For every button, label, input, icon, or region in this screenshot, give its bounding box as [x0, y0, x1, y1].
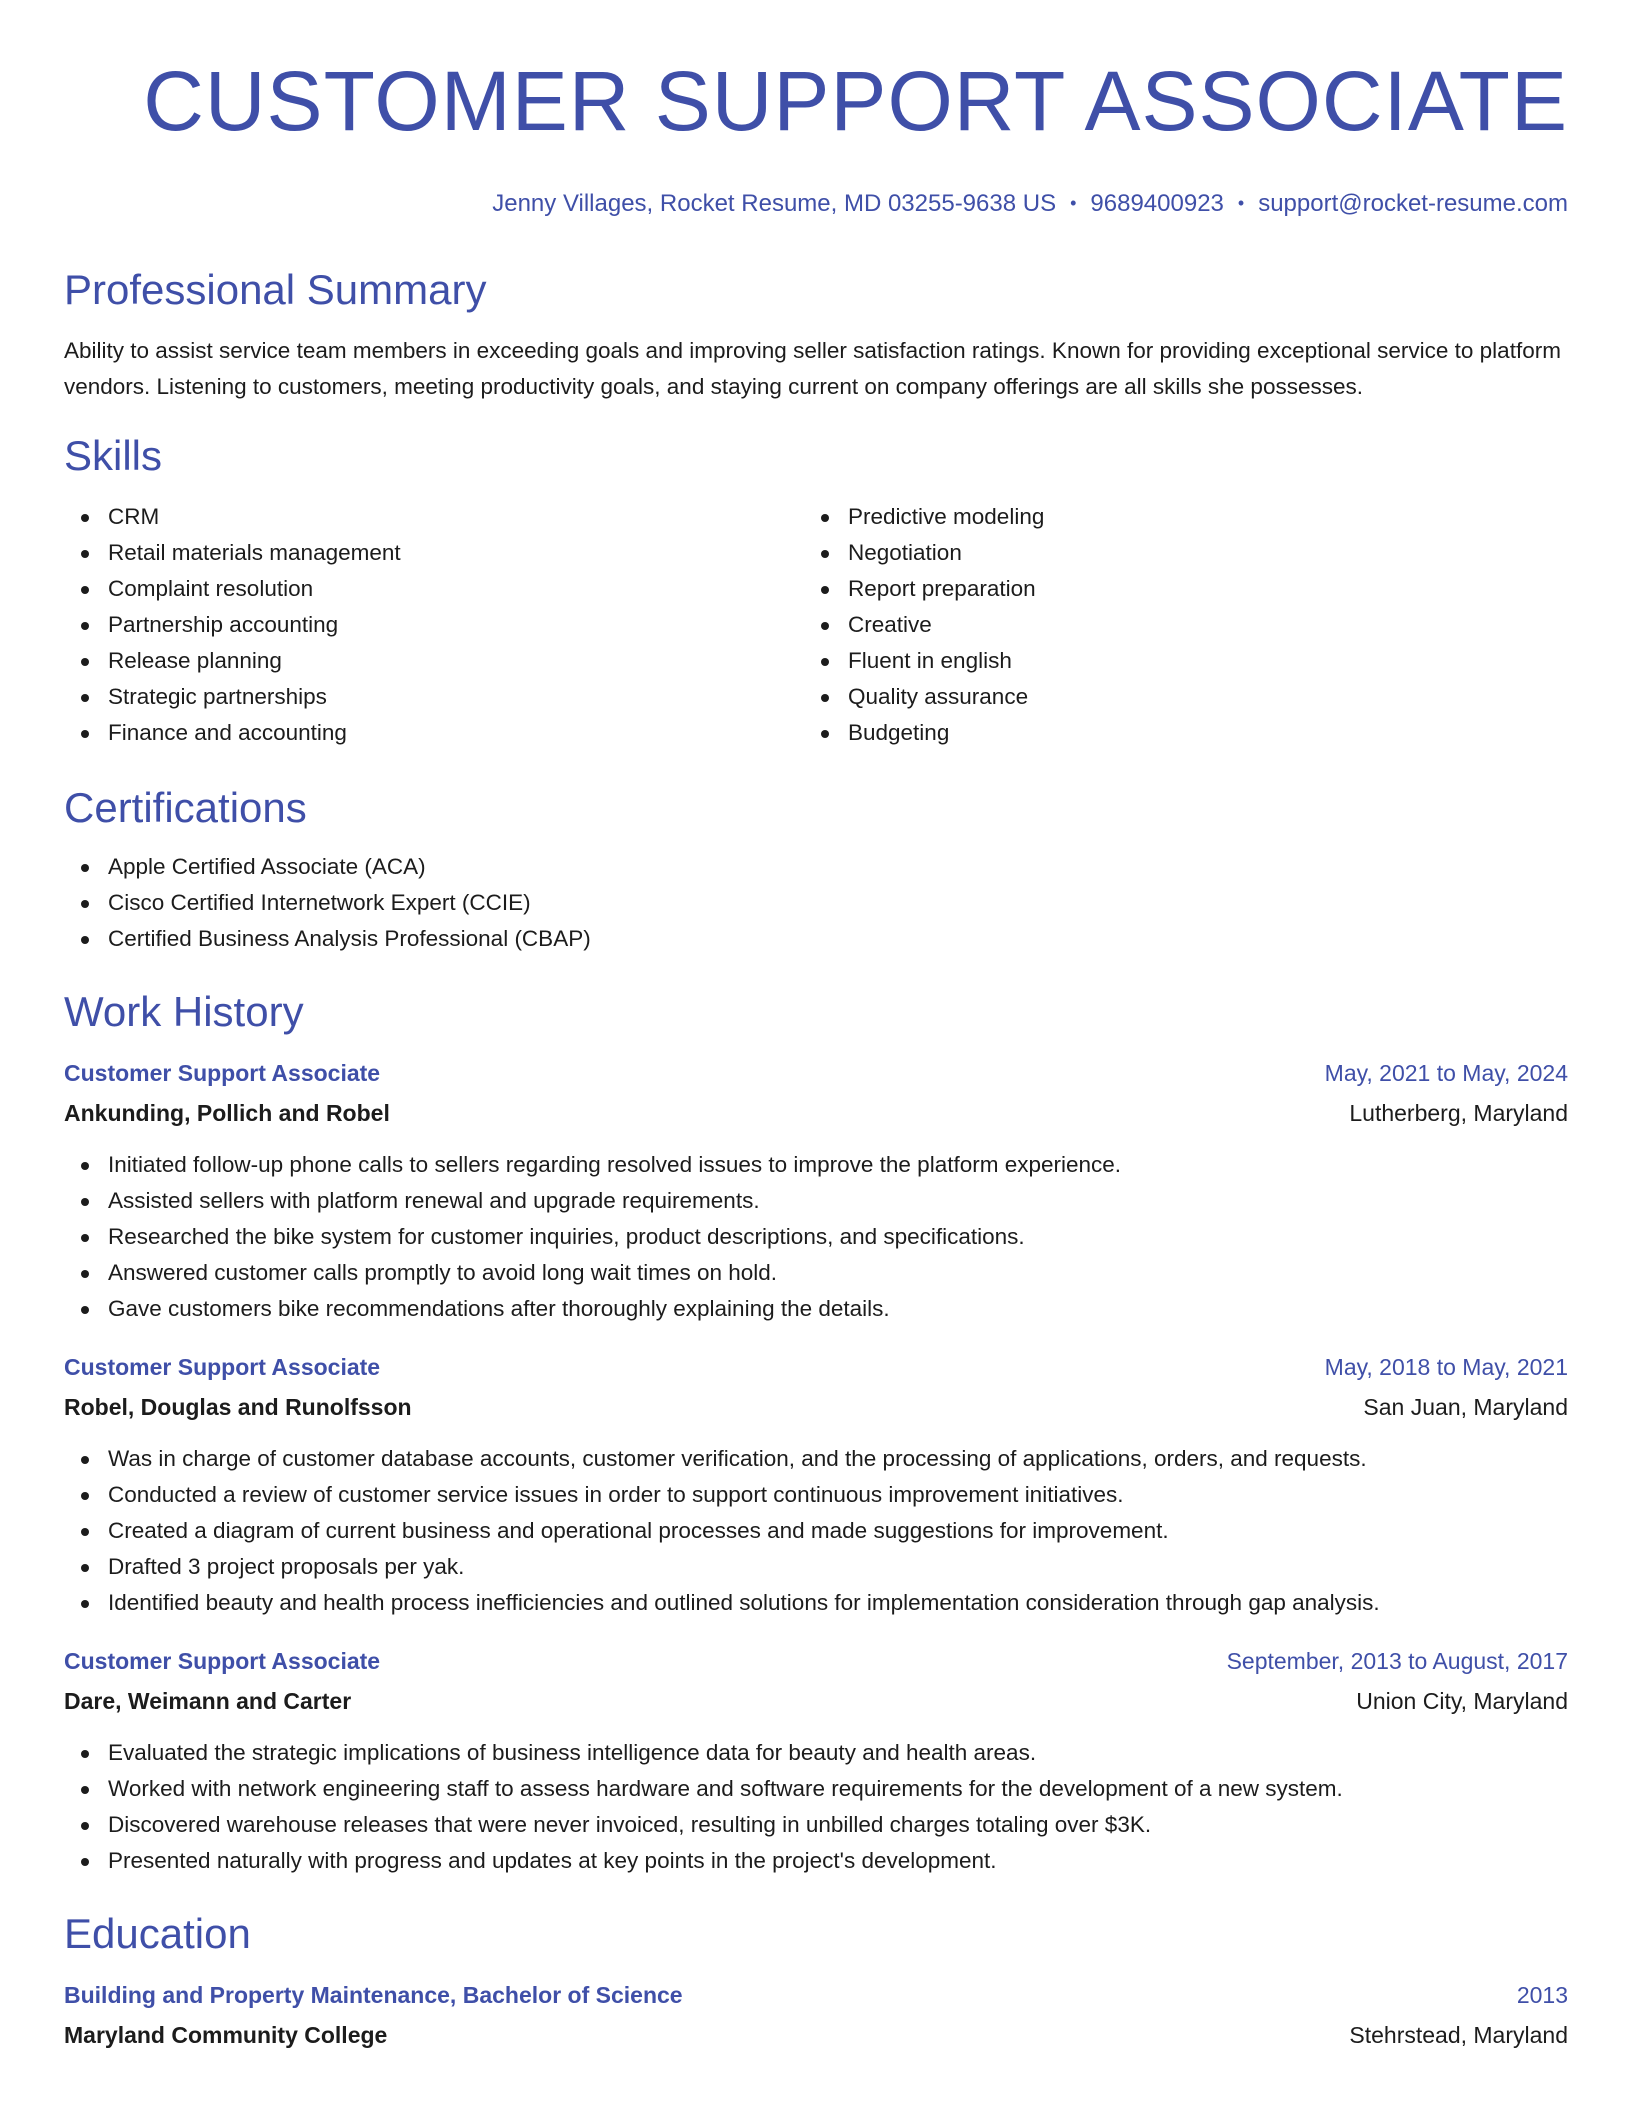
skill-item: Release planning [64, 643, 804, 679]
skill-item: Retail materials management [64, 535, 804, 571]
job-entry [64, 1055, 1568, 1327]
contact-separator: • [1237, 193, 1245, 213]
job-company: Ankunding, Pollich and Robel [64, 1100, 390, 1126]
skill-item: Negotiation [804, 535, 1544, 571]
skill-item: Report preparation [804, 571, 1544, 607]
job-bullet: Initiated follow-up phone calls to sellers regarding resolved issues to improve the platform experience. [64, 1147, 1568, 1183]
skill-item: Quality assurance [804, 679, 1544, 715]
contact-phone: 9689400923 [1090, 190, 1224, 217]
education-entry [64, 1977, 1568, 2053]
job-company: Robel, Douglas and Runolfsson [64, 1394, 412, 1420]
job-title: Customer Support Associate [64, 1354, 381, 1380]
contact-address: Jenny Villages, Rocket Resume, MD 03255-9638 US [492, 190, 1057, 217]
job-entry [64, 1643, 1568, 1879]
summary-heading: Professional Summary [64, 266, 487, 313]
job-bullet: Discovered warehouse releases that were never invoiced, resulting in unbilled charges totaling over $3K. [64, 1807, 1568, 1843]
job-header [64, 1055, 1568, 1091]
job-bullet: Evaluated the strategic implications of business intelligence data for beauty and health areas. [64, 1735, 1568, 1771]
job-bullets [64, 1441, 1568, 1621]
job-bullet: Gave customers bike recommendations after thoroughly explaining the details. [64, 1291, 1568, 1327]
skill-item: Strategic partnerships [64, 679, 804, 715]
education-heading: Education [64, 1910, 251, 1957]
certification-item: Cisco Certified Internetwork Expert (CCIE) [64, 885, 1568, 921]
job-bullet: Was in charge of customer database accounts, customer verification, and the processing of applications, orders, and requests. [64, 1441, 1568, 1477]
skill-item: CRM [64, 499, 804, 535]
skills-list-right [804, 499, 1544, 751]
job-title: Customer Support Associate [64, 1648, 381, 1674]
job-bullet: Conducted a review of customer service issues in order to support continuous improvement initiatives. [64, 1477, 1568, 1513]
job-bullet: Drafted 3 project proposals per yak. [64, 1549, 1568, 1585]
job-dates: May, 2018 to May, 2021 [1324, 1354, 1568, 1380]
education-location: Stehrstead, Maryland [1349, 2022, 1568, 2048]
education-year: 2013 [1516, 1982, 1568, 2008]
job-bullets [64, 1735, 1568, 1879]
certification-item: Apple Certified Associate (ACA) [64, 849, 1568, 885]
job-dates: September, 2013 to August, 2017 [1226, 1648, 1568, 1674]
contact-separator: • [1070, 193, 1077, 213]
skill-item: Creative [804, 607, 1544, 643]
job-location: Lutherberg, Maryland [1349, 1100, 1568, 1126]
education-subheader [64, 2017, 1568, 2053]
job-company: Dare, Weimann and Carter [64, 1688, 352, 1714]
job-header [64, 1643, 1568, 1679]
certifications-list [64, 849, 1568, 957]
job-bullets [64, 1147, 1568, 1327]
job-subheader [64, 1095, 1568, 1131]
education-school: Maryland Community College [64, 2022, 388, 2048]
skills-heading: Skills [64, 432, 163, 479]
job-subheader [64, 1683, 1568, 1719]
summary-text: Ability to assist service team members in exceeding goals and improving seller satisfaction ratings. Known for providing exceptional service to platform vendors. Listening to customers, meeting productivity goals, and staying current on company offerings are all skills she possesses. [64, 338, 1561, 399]
job-bullet: Created a diagram of current business and operational processes and made suggestions for improvement. [64, 1513, 1568, 1549]
job-bullet: Identified beauty and health process inefficiencies and outlined solutions for implementation consideration through gap analysis. [64, 1585, 1568, 1621]
skill-item: Fluent in english [804, 643, 1544, 679]
education-degree: Building and Property Maintenance, Bachelor of Science [64, 1982, 683, 2008]
skill-item: Finance and accounting [64, 715, 804, 751]
job-location: Union City, Maryland [1356, 1688, 1568, 1714]
work-history-heading: Work History [64, 988, 304, 1035]
job-bullet: Worked with network engineering staff to assess hardware and software requirements for the development of a new system. [64, 1771, 1568, 1807]
certifications-heading: Certifications [64, 784, 307, 831]
job-subheader [64, 1389, 1568, 1425]
skill-item: Partnership accounting [64, 607, 804, 643]
skill-item: Complaint resolution [64, 571, 804, 607]
contact-email[interactable]: support@rocket-resume.com [1258, 190, 1568, 217]
skill-item: Predictive modeling [804, 499, 1544, 535]
job-dates: May, 2021 to May, 2024 [1324, 1060, 1568, 1086]
job-bullet: Assisted sellers with platform renewal and upgrade requirements. [64, 1183, 1568, 1219]
job-bullet: Answered customer calls promptly to avoid long wait times on hold. [64, 1255, 1568, 1291]
job-bullet: Presented naturally with progress and updates at key points in the project's development. [64, 1843, 1568, 1879]
skills-grid [64, 499, 1568, 751]
job-bullet: Researched the bike system for customer inquiries, product descriptions, and specifications. [64, 1219, 1568, 1255]
resume-name: CUSTOMER SUPPORT ASSOCIATE [143, 54, 1568, 148]
contact-line [64, 188, 1568, 219]
job-entry [64, 1349, 1568, 1621]
skills-list-left [64, 499, 804, 751]
education-header [64, 1977, 1568, 2013]
job-location: San Juan, Maryland [1363, 1394, 1568, 1420]
certification-item: Certified Business Analysis Professional (CBAP) [64, 921, 1568, 957]
job-header [64, 1349, 1568, 1385]
skill-item: Budgeting [804, 715, 1544, 751]
job-title: Customer Support Associate [64, 1060, 381, 1086]
